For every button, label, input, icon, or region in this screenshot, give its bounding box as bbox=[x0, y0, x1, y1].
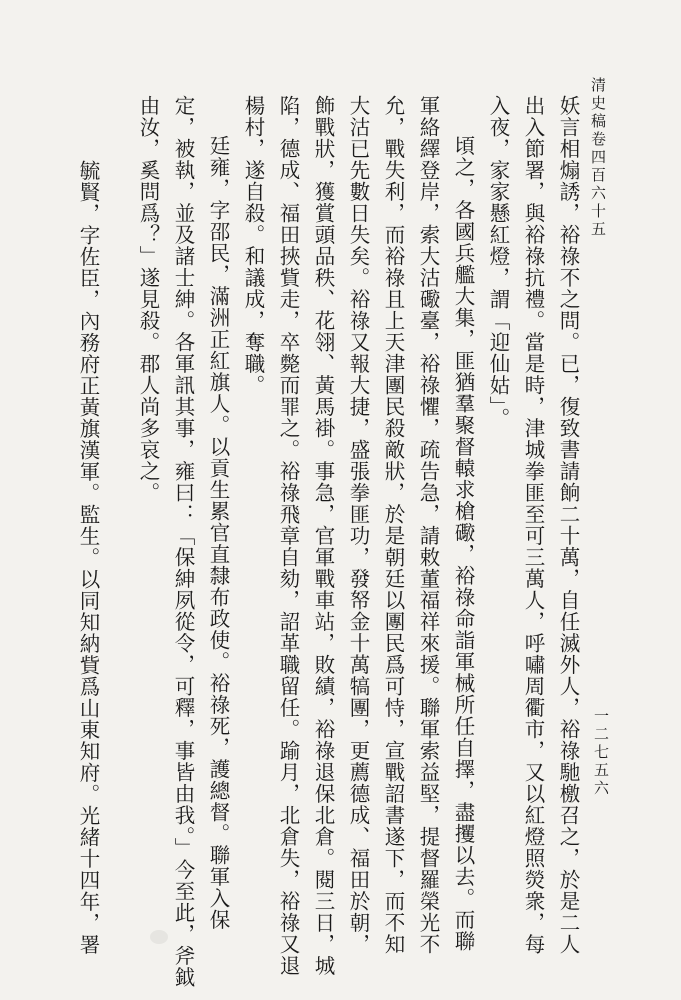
page-number: 一二七五六 bbox=[592, 708, 610, 798]
text-column: 廷雍，字邵民，滿洲正紅旗人。以貢生累官直隸布政使。裕祿死，護總督。聯軍入保 bbox=[206, 135, 230, 931]
text-column: 飾戰狀，獲賞頭品秩、花翎、黃馬褂。事急，官軍戰車站，敗績，裕祿退保北倉。閱三日，城 bbox=[311, 95, 335, 977]
text-column: 定，被執，並及諸士紳。各軍訊其事，雍曰：「保紳夙從令，可釋，事皆由我。」今至此，斧鉞 bbox=[171, 95, 195, 988]
text-column: 楊村，遂自殺。和議成，奪職。 bbox=[241, 95, 265, 396]
paper-smudge bbox=[150, 930, 168, 944]
text-column: 允，戰失利，而裕祿且上天津團民殺敵狀，於是朝廷以團民爲可恃，宣戰詔書遂下，而不知 bbox=[381, 95, 405, 955]
text-column: 出入節署，與裕祿抗禮。當是時，津城拳匪至可三萬人，呼嘯周衢市，又以紅燈照熒衆，每 bbox=[521, 95, 545, 955]
text-column: 陷，德成、福田挾貲走，卒斃而罪之。裕祿飛章自劾，詔革職留任。踰月，北倉失，裕祿又退 bbox=[276, 95, 300, 977]
text-column: 軍絡繹登岸，索大沽礮臺，裕祿懼，疏告急，請敕董福祥來援。聯軍索益堅，提督羅榮光不 bbox=[416, 95, 440, 955]
text-column: 入夜，家家懸紅燈，謂「迎仙姑」。 bbox=[486, 95, 510, 429]
text-column: 大沽已先數日失矣。裕祿又報大捷，盛張拳匪功，發帑金十萬犒團，更薦德成、福田於朝， bbox=[346, 95, 370, 955]
text-column: 妖言相煽誘，裕祿不之問。已，復致書請餉二十萬，自任滅外人，裕祿馳檄召之，於是二人 bbox=[556, 95, 580, 955]
running-title: 清史稿卷四百六十五 bbox=[589, 77, 607, 239]
text-column: 由汝，奚問爲？」遂見殺。郡人尚多哀之。 bbox=[136, 95, 160, 504]
text-column: 毓賢，字佐臣，內務府正黃旗漢軍。監生。以同知納貲爲山東知府。光緒十四年，署 bbox=[76, 160, 100, 956]
text-column: 頃之，各國兵艦大集，匪猶羣聚督轅求槍礮，裕祿命詣軍械所任自擇，盡攫以去。而聯 bbox=[451, 135, 475, 952]
